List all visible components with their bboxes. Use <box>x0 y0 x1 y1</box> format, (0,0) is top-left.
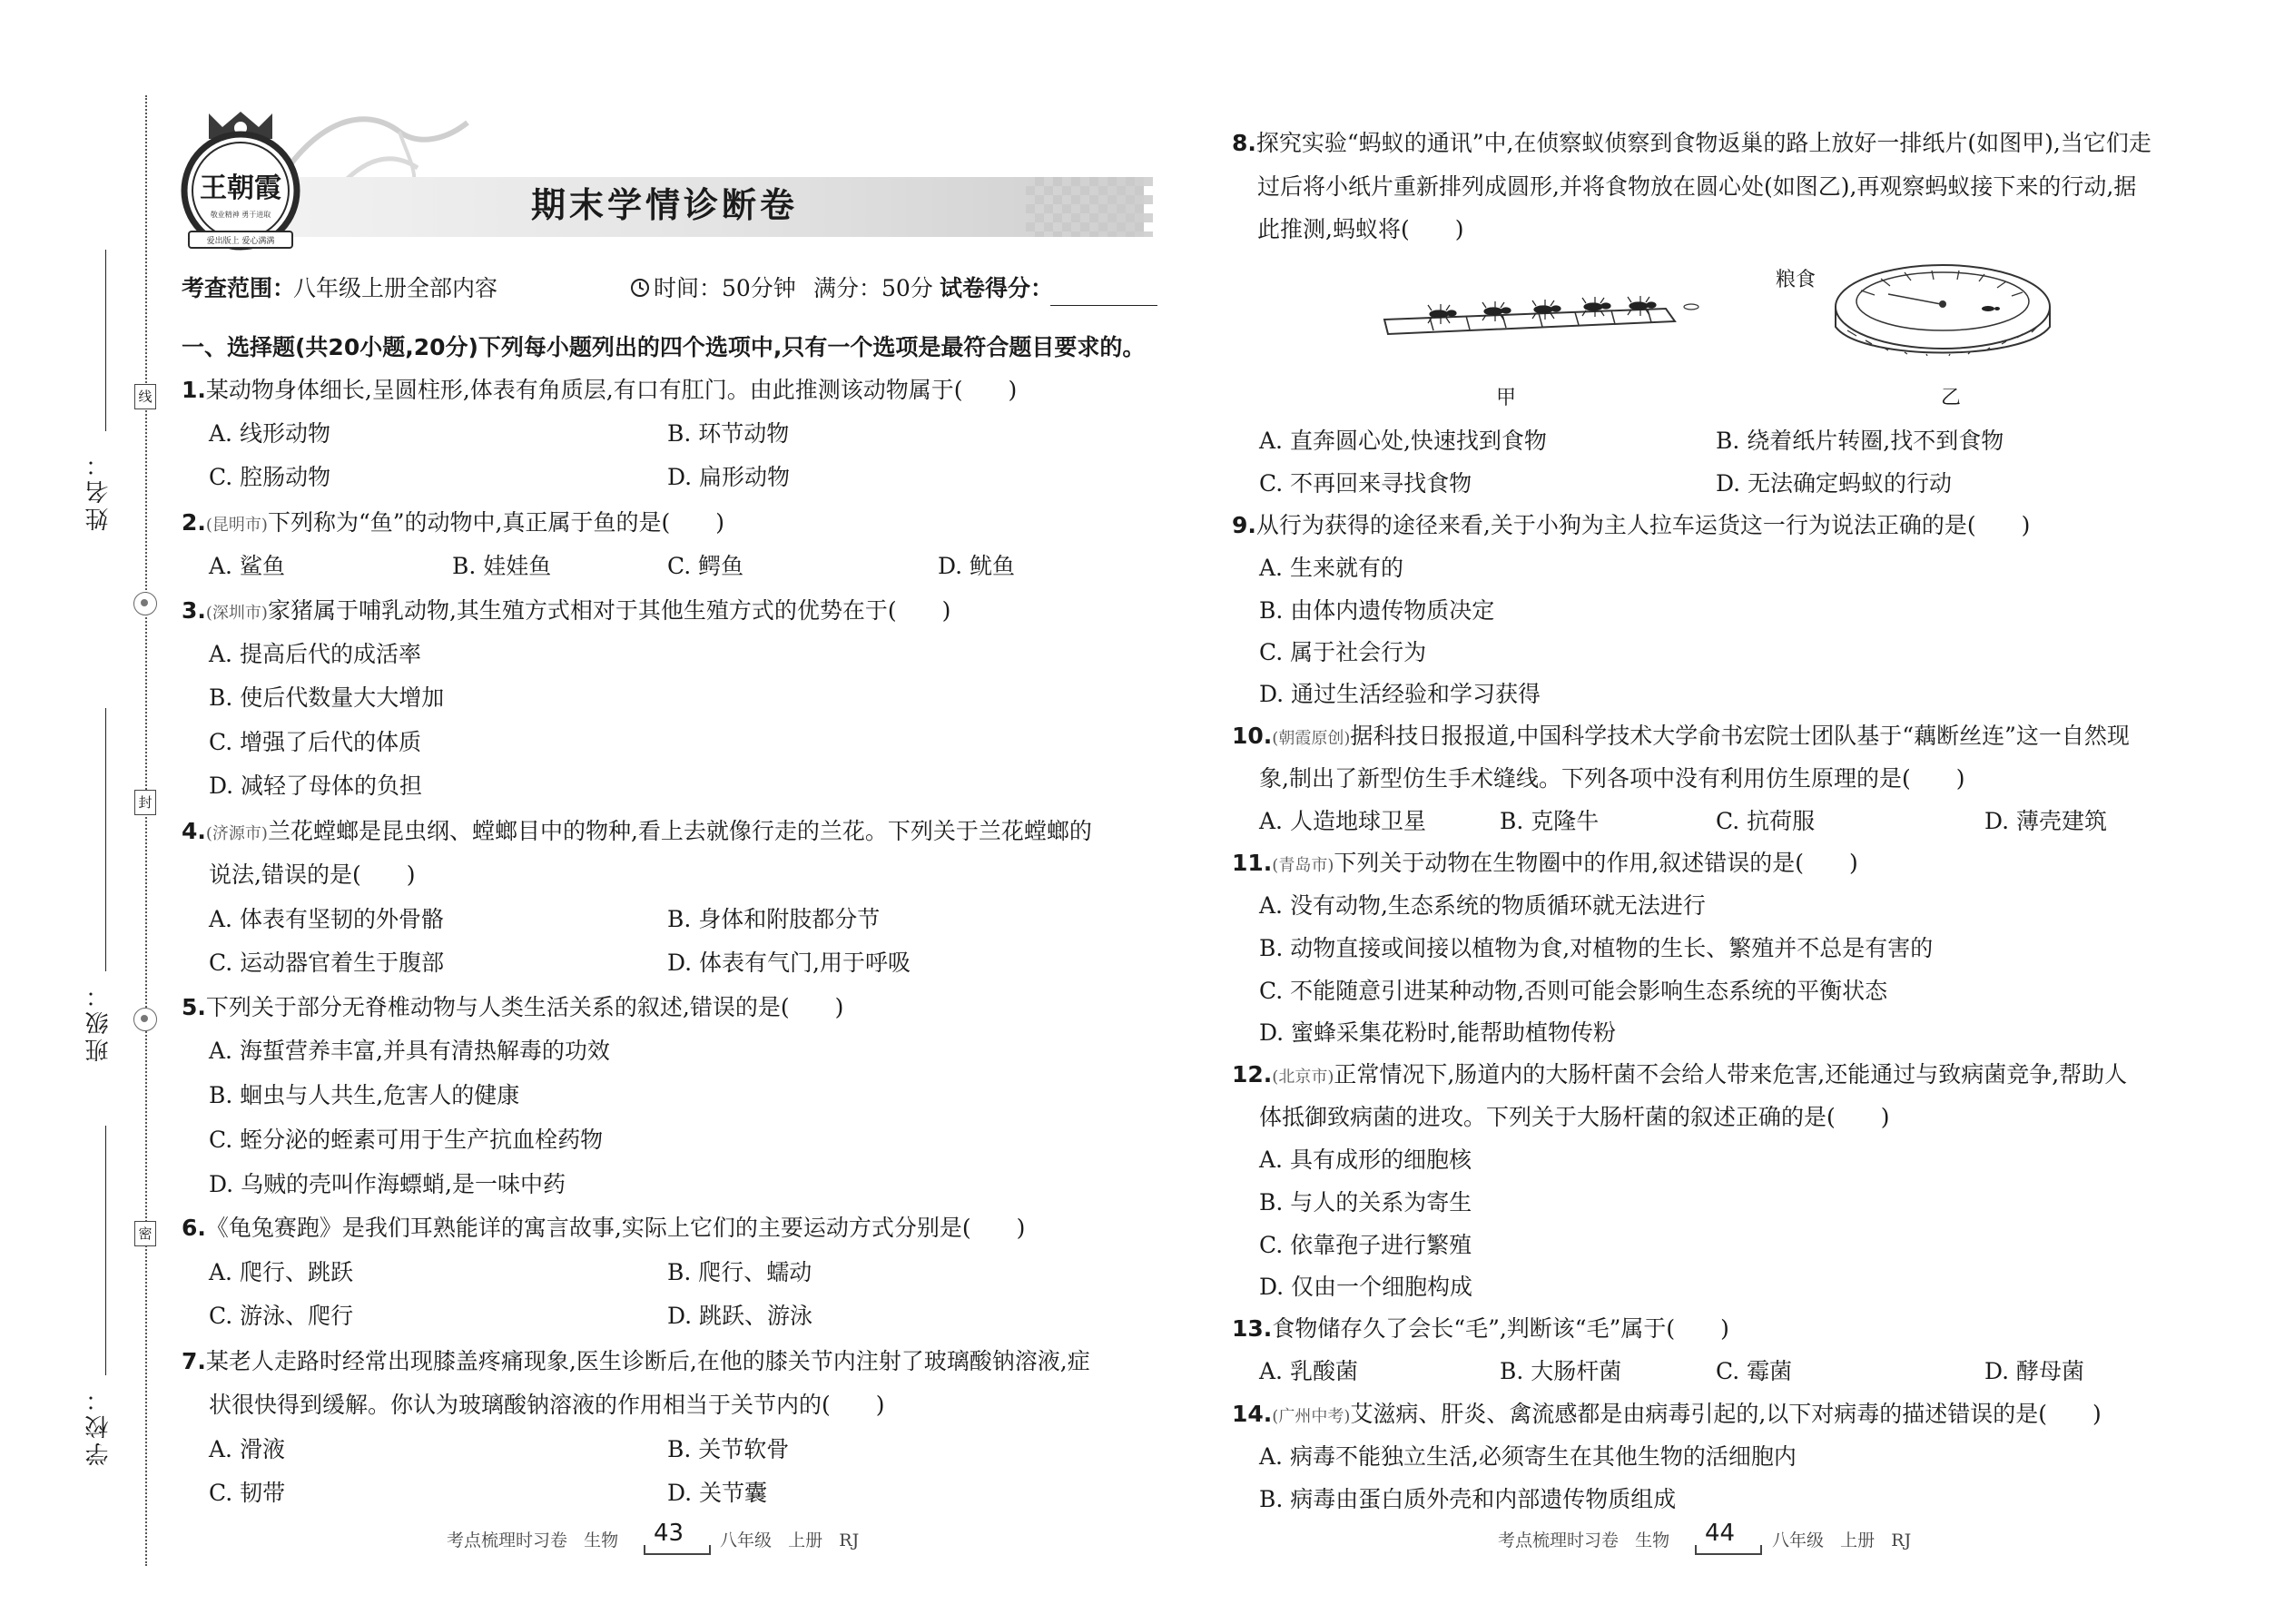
question-text: 下列关于部分无脊椎动物与人类生活关系的叙述,错误的是( ) <box>205 994 844 1020</box>
binding-dotted-line <box>145 95 147 1566</box>
question-text-continued: 说法,错误的是( ) <box>209 861 416 888</box>
question-text: 艾滋病、肝炎、禽流感都是由病毒引起的,以下对病毒的描述错误的是( ) <box>1350 1401 2102 1427</box>
question-text-continued: 此推测,蚂蚁将( ) <box>1257 216 1464 242</box>
logo-text: 王朝霞 <box>200 172 281 204</box>
question-2 <box>182 511 724 534</box>
question-text-continued: 过后将小纸片重新排列成圆形,并将食物放在圆心处(如图乙),再观察蚂蚁接下来的行动,据 <box>1257 173 2137 200</box>
footer-subject: 生物 <box>1635 1530 1670 1550</box>
footer-edition: RJ <box>1891 1530 1912 1550</box>
option-b[interactable]: B. 爬行、蠕动 <box>667 1259 812 1285</box>
question-text: 从行为获得的途径来看,关于小狗为主人拉车运货这一行为说法正确的是( ) <box>1255 512 2031 538</box>
option-a[interactable]: A. 直奔圆心处,快速找到食物 <box>1259 428 1547 454</box>
option-a[interactable]: A. 滑液 <box>209 1436 285 1462</box>
option-c[interactable]: C. 游泳、爬行 <box>209 1303 354 1329</box>
question-text: 某动物身体细长,呈圆柱形,体表有角质层,有口有肛门。由此推测该动物属于( ) <box>205 377 1018 403</box>
scope-label: 考查范围： <box>182 275 296 301</box>
question-text: 某老人走路时经常出现膝盖疼痛现象,医生诊断后,在他的膝关节内注射了玻璃酸钠溶液,症 <box>205 1348 1090 1374</box>
option-c[interactable]: C. 增强了后代的体质 <box>209 729 422 755</box>
binding-hole <box>133 1008 157 1031</box>
option-b[interactable]: B. 绕着纸片转圈,找不到食物 <box>1716 428 2004 454</box>
question-text: 兰花螳螂是昆虫纲、螳螂目中的物种,看上去就像行走的兰花。下列关于兰花螳螂的 <box>267 818 1092 844</box>
footer-edition: RJ <box>839 1530 860 1550</box>
logo-slogan: 爱出版上 爱心满满 <box>206 237 275 246</box>
page-number-right: 44 <box>1705 1520 1736 1547</box>
question-number: 2. <box>182 509 206 536</box>
option-a[interactable]: A. 爬行、跳跃 <box>209 1259 353 1285</box>
question-source: (青岛市) <box>1272 856 1334 875</box>
question-text-continued: 状很快得到缓解。你认为玻璃酸钠溶液的作用相当于关节内的( ) <box>209 1392 885 1418</box>
question-number: 1. <box>182 377 206 403</box>
score-label: 试卷得分： <box>940 275 1054 301</box>
question-7 <box>182 1350 1090 1373</box>
option-b[interactable]: B. 克隆牛 <box>1500 808 1600 834</box>
publisher-logo <box>172 104 309 259</box>
title-checker-pattern <box>1026 177 1153 237</box>
footer-subject: 生物 <box>584 1530 619 1550</box>
question-5 <box>182 996 843 1019</box>
question-source: (朝霞原创) <box>1272 729 1351 748</box>
question-text: 家猪属于哺乳动物,其生殖方式相对于其他生殖方式的优势在于( ) <box>267 597 951 624</box>
question-number: 5. <box>182 994 206 1020</box>
option-b[interactable]: B. 娃娃鱼 <box>452 553 552 579</box>
class-label: 班级： <box>85 980 113 1062</box>
question-13 <box>1232 1317 1729 1340</box>
option-d[interactable]: D. 通过生活经验和学习获得 <box>1259 681 1541 707</box>
full-score-value: 满分：50分 <box>813 275 933 301</box>
question-text: 《龟兔赛跑》是我们耳熟能详的寓言故事,实际上它们的主要运动方式分别是( ) <box>205 1215 1026 1241</box>
option-d[interactable]: D. 扁形动物 <box>667 464 791 490</box>
option-c[interactable]: C. 韧带 <box>209 1480 286 1506</box>
score-field[interactable] <box>1050 305 1157 306</box>
question-text: 食物储存久了会长“毛”,判断该“毛”属于( ) <box>1272 1315 1729 1342</box>
option-c[interactable]: C. 鳄鱼 <box>667 553 744 579</box>
section-heading: 一、选择题(共20小题,20分)下列每小题列出的四个选项中,只有一个选项是最符合题目要求的。 <box>182 334 1146 360</box>
footer-volume: 上册 <box>1840 1530 1876 1550</box>
option-c[interactable]: C. 属于社会行为 <box>1259 639 1427 665</box>
option-d[interactable]: D. 减轻了母体的负担 <box>209 773 423 799</box>
figure-food-label: 粮食 <box>1776 269 1816 291</box>
option-c[interactable]: C. 依靠孢子进行繁殖 <box>1259 1232 1472 1258</box>
question-text-continued: 象,制出了新型仿生手术缝线。下列各项中没有利用仿生原理的是( ) <box>1259 765 1965 792</box>
option-d[interactable]: D. 仅由一个细胞构成 <box>1259 1274 1473 1300</box>
footer-grade: 八年级 <box>720 1530 773 1550</box>
option-d[interactable]: D. 鱿鱼 <box>938 553 1016 579</box>
option-b[interactable]: B. 病毒由蛋白质外壳和内部遗传物质组成 <box>1259 1486 1677 1512</box>
option-a[interactable]: A. 线形动物 <box>209 420 330 447</box>
page-title: 期末学情诊断卷 <box>531 185 799 225</box>
question-4 <box>182 820 1092 842</box>
question-number: 6. <box>182 1215 206 1241</box>
option-b[interactable]: B. 大肠杆菌 <box>1500 1358 1622 1384</box>
question-10 <box>1232 724 2130 747</box>
binding-mark-seal: 封 <box>134 790 156 815</box>
option-b[interactable]: B. 关节软骨 <box>667 1436 790 1462</box>
question-text: 正常情况下,肠道内的大肠杆菌不会给人带来危害,还能通过与致病菌竞争,帮助人 <box>1334 1061 2128 1088</box>
question-source: (济源市) <box>205 824 268 843</box>
name-label: 姓名： <box>85 449 113 531</box>
footer-right-grade <box>1772 1532 1911 1550</box>
option-c[interactable]: C. 蛭分泌的蛭素可用于生产抗血栓药物 <box>209 1127 604 1153</box>
page-number-ornament <box>1694 1543 1763 1556</box>
question-1 <box>182 379 1017 401</box>
question-number: 14. <box>1232 1401 1273 1427</box>
option-d[interactable]: D. 体表有气门,用于呼吸 <box>667 950 911 976</box>
name-field[interactable] <box>105 250 106 431</box>
footer-left <box>447 1532 618 1550</box>
option-a[interactable]: A. 人造地球卫星 <box>1259 808 1426 834</box>
option-b[interactable]: B. 使后代数量大大增加 <box>209 684 445 711</box>
school-label: 学校： <box>85 1384 113 1466</box>
option-a[interactable]: A. 具有成形的细胞核 <box>1259 1147 1472 1173</box>
footer-right <box>1498 1532 1669 1550</box>
option-c[interactable]: C. 运动器官着生于腹部 <box>209 950 445 976</box>
option-a[interactable]: A. 乳酸菌 <box>1259 1358 1358 1384</box>
option-d[interactable]: D. 关节囊 <box>667 1480 768 1506</box>
option-b[interactable]: B. 身体和附肢都分节 <box>667 906 881 932</box>
question-number: 7. <box>182 1348 206 1374</box>
footer-series: 考点梳理时习卷 <box>1498 1530 1620 1550</box>
option-b[interactable]: B. 环节动物 <box>667 420 790 447</box>
question-number: 11. <box>1232 850 1273 876</box>
question-number: 8. <box>1232 130 1256 156</box>
binding-hole <box>133 592 157 615</box>
option-c[interactable]: C. 腔肠动物 <box>209 464 331 490</box>
option-a[interactable]: A. 没有动物,生态系统的物质循环就无法进行 <box>1259 892 1706 919</box>
question-number: 9. <box>1232 512 1256 538</box>
option-a[interactable]: A. 提高后代的成活率 <box>209 641 421 667</box>
time-value: 时间：50分钟 <box>654 275 796 301</box>
option-c[interactable]: C. 不能随意引进某种动物,否则可能会影响生态系统的平衡状态 <box>1259 978 1888 1004</box>
footer-left-grade <box>720 1532 859 1550</box>
question-9 <box>1232 514 2030 536</box>
option-d[interactable]: D. 蜜蜂采集花粉时,能帮助植物传粉 <box>1259 1019 1616 1046</box>
option-d[interactable]: D. 乌贼的壳叫作海螵蛸,是一味中药 <box>209 1171 566 1197</box>
option-a[interactable]: A. 海蜇营养丰富,并具有清热解毒的功效 <box>209 1038 610 1064</box>
question-text-continued: 体抵御致病菌的进攻。下列关于大肠杆菌的叙述正确的是( ) <box>1259 1104 1890 1130</box>
footer-volume: 上册 <box>788 1530 823 1550</box>
question-11 <box>1232 851 1858 874</box>
question-text: 探究实验“蚂蚁的通讯”中,在侦察蚁侦察到食物返巢的路上放好一排纸片(如图甲),当它们走 <box>1255 130 2151 156</box>
question-source: (昆明市) <box>205 516 268 535</box>
footer-series: 考点梳理时习卷 <box>447 1530 568 1550</box>
option-b[interactable]: B. 动物直接或间接以植物为食,对植物的生长、繁殖并不总是有害的 <box>1259 935 1934 961</box>
figure-ant-trail-paper-row <box>1375 281 1702 336</box>
logo-motto: 敬业精神 勇于进取 <box>210 211 271 219</box>
option-a[interactable]: A. 体表有坚韧的外骨骼 <box>209 906 444 932</box>
question-number: 12. <box>1232 1061 1273 1088</box>
option-d[interactable]: D. 酵母菌 <box>1984 1358 2085 1384</box>
binding-mark-line: 线 <box>134 384 156 409</box>
option-d[interactable]: D. 无法确定蚂蚁的行动 <box>1716 470 1953 497</box>
option-b[interactable]: B. 与人的关系为寄生 <box>1259 1189 1472 1216</box>
option-c[interactable]: C. 不再回来寻找食物 <box>1259 470 1472 497</box>
question-number: 3. <box>182 597 206 624</box>
question-3 <box>182 599 950 622</box>
question-12 <box>1232 1063 2127 1086</box>
question-text: 下列称为“鱼”的动物中,真正属于鱼的是( ) <box>267 509 724 536</box>
question-source: (广州中考) <box>1272 1407 1351 1426</box>
figure-ant-circle-papers <box>1825 254 2061 381</box>
binding-mark-secret: 密 <box>134 1221 156 1246</box>
option-b[interactable]: B. 由体内遗传物质决定 <box>1259 597 1495 624</box>
clock-icon <box>630 278 650 298</box>
figure-label-a: 甲 <box>1496 387 1517 409</box>
page-number-left: 43 <box>654 1520 684 1547</box>
option-a[interactable]: A. 病毒不能独立生活,必须寄生在其他生物的活细胞内 <box>1259 1443 1797 1470</box>
school-field[interactable] <box>105 1126 106 1375</box>
question-number: 10. <box>1232 723 1273 749</box>
option-d[interactable]: D. 薄壳建筑 <box>1984 808 2108 834</box>
question-number: 4. <box>182 818 206 844</box>
question-source: (北京市) <box>1272 1068 1334 1087</box>
option-a[interactable]: A. 生来就有的 <box>1259 555 1403 581</box>
scope-value: 八年级上册全部内容 <box>293 275 498 301</box>
class-field[interactable] <box>105 708 106 971</box>
footer-grade: 八年级 <box>1772 1530 1825 1550</box>
question-14 <box>1232 1403 2102 1425</box>
page-number-ornament <box>643 1543 712 1556</box>
question-source: (深圳市) <box>205 604 268 623</box>
question-8 <box>1232 132 2151 154</box>
question-6 <box>182 1216 1025 1239</box>
question-text: 下列关于动物在生物圈中的作用,叙述错误的是( ) <box>1334 850 1858 876</box>
option-c[interactable]: C. 抗荷服 <box>1716 808 1816 834</box>
question-text: 据科技日报报道,中国科学技术大学俞书宏院士团队基于“藕断丝连”这一自然现 <box>1350 723 2130 749</box>
option-a[interactable]: A. 鲨鱼 <box>209 553 285 579</box>
option-c[interactable]: C. 霉菌 <box>1716 1358 1793 1384</box>
figure-label-b: 乙 <box>1941 387 1962 409</box>
option-b[interactable]: B. 蛔虫与人共生,危害人的健康 <box>209 1082 520 1108</box>
option-d[interactable]: D. 跳跃、游泳 <box>667 1303 813 1329</box>
question-number: 13. <box>1232 1315 1273 1342</box>
